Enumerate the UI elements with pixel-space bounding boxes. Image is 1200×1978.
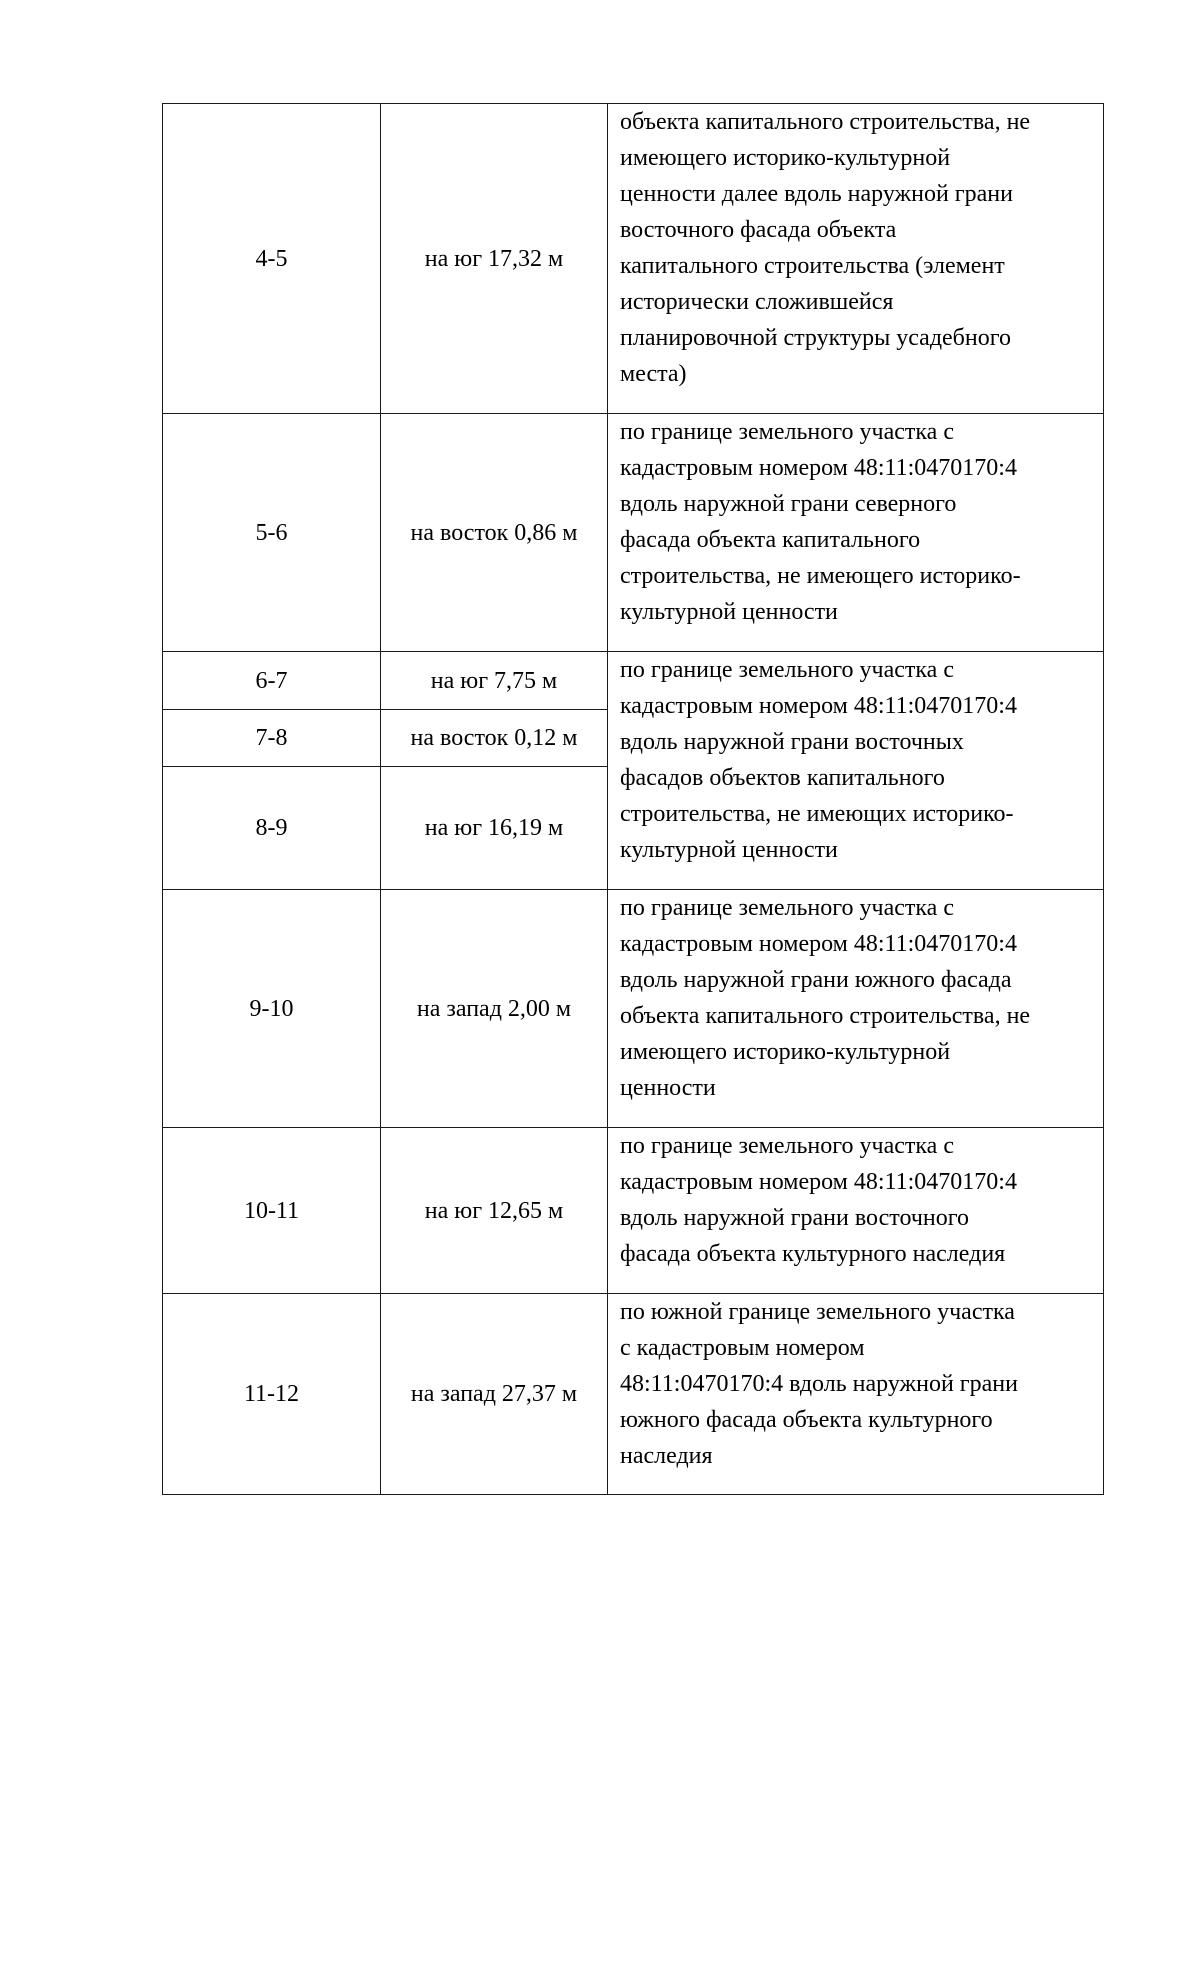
table-row	[163, 104, 1104, 414]
direction-cell: на запад 2,00 м	[381, 890, 608, 1128]
description-cell	[608, 104, 1104, 414]
table-row	[163, 1128, 1104, 1294]
description-text: по границе земельного участка с кадастровым номером 48:11:0470170:4 вдоль наружной грани восточных фасадов объектов капитального строительства, не имеющих историко- культурной ценности	[620, 657, 1017, 863]
direction-cell: на юг 7,75 м	[381, 652, 608, 710]
segment-cell: 5-6	[163, 414, 381, 652]
direction-cell: на восток 0,86 м	[381, 414, 608, 652]
segment-cell: 7-8	[163, 710, 381, 767]
table-row	[163, 890, 1104, 1128]
direction-cell: на юг 16,19 м	[381, 767, 608, 890]
description-cell	[608, 414, 1104, 652]
segment-cell: 8-9	[163, 767, 381, 890]
direction-cell: на юг 12,65 м	[381, 1128, 608, 1294]
description-text: по южной границе земельного участка с кадастровым номером 48:11:0470170:4 вдоль наружной грани южного фасада объекта культурного наследия	[620, 1299, 1018, 1469]
description-cell	[608, 1294, 1104, 1495]
table-row	[163, 652, 1104, 710]
direction-cell: на юг 17,32 м	[381, 104, 608, 414]
boundary-description-table	[162, 103, 1104, 1495]
description-cell	[608, 890, 1104, 1128]
segment-cell: 11-12	[163, 1294, 381, 1495]
direction-cell: на запад 27,37 м	[381, 1294, 608, 1495]
description-cell	[608, 652, 1104, 890]
description-cell	[608, 1128, 1104, 1294]
segment-cell: 4-5	[163, 104, 381, 414]
description-text: по границе земельного участка с кадастровым номером 48:11:0470170:4 вдоль наружной грани южного фасада объекта капитального строительства, не имеющего историко-культурной ценности	[620, 895, 1031, 1101]
segment-cell: 6-7	[163, 652, 381, 710]
direction-cell: на восток 0,12 м	[381, 710, 608, 767]
segment-cell: 10-11	[163, 1128, 381, 1294]
table-row	[163, 414, 1104, 652]
table-row	[163, 1294, 1104, 1495]
description-text: по границе земельного участка с кадастровым номером 48:11:0470170:4 вдоль наружной грани восточного фасада объекта культурного наследия	[620, 1133, 1017, 1267]
segment-cell: 9-10	[163, 890, 381, 1128]
description-text: по границе земельного участка с кадастровым номером 48:11:0470170:4 вдоль наружной грани северного фасада объекта капитального строительства, не имеющего историко- культурной ценности	[620, 419, 1021, 625]
description-text: объекта капитального строительства, не имеющего историко-культурной ценности далее вдоль наружной грани восточного фасада объекта капитального строительства (элемент исторически сложившейся планировочной структуры усадебного места)	[620, 109, 1031, 387]
